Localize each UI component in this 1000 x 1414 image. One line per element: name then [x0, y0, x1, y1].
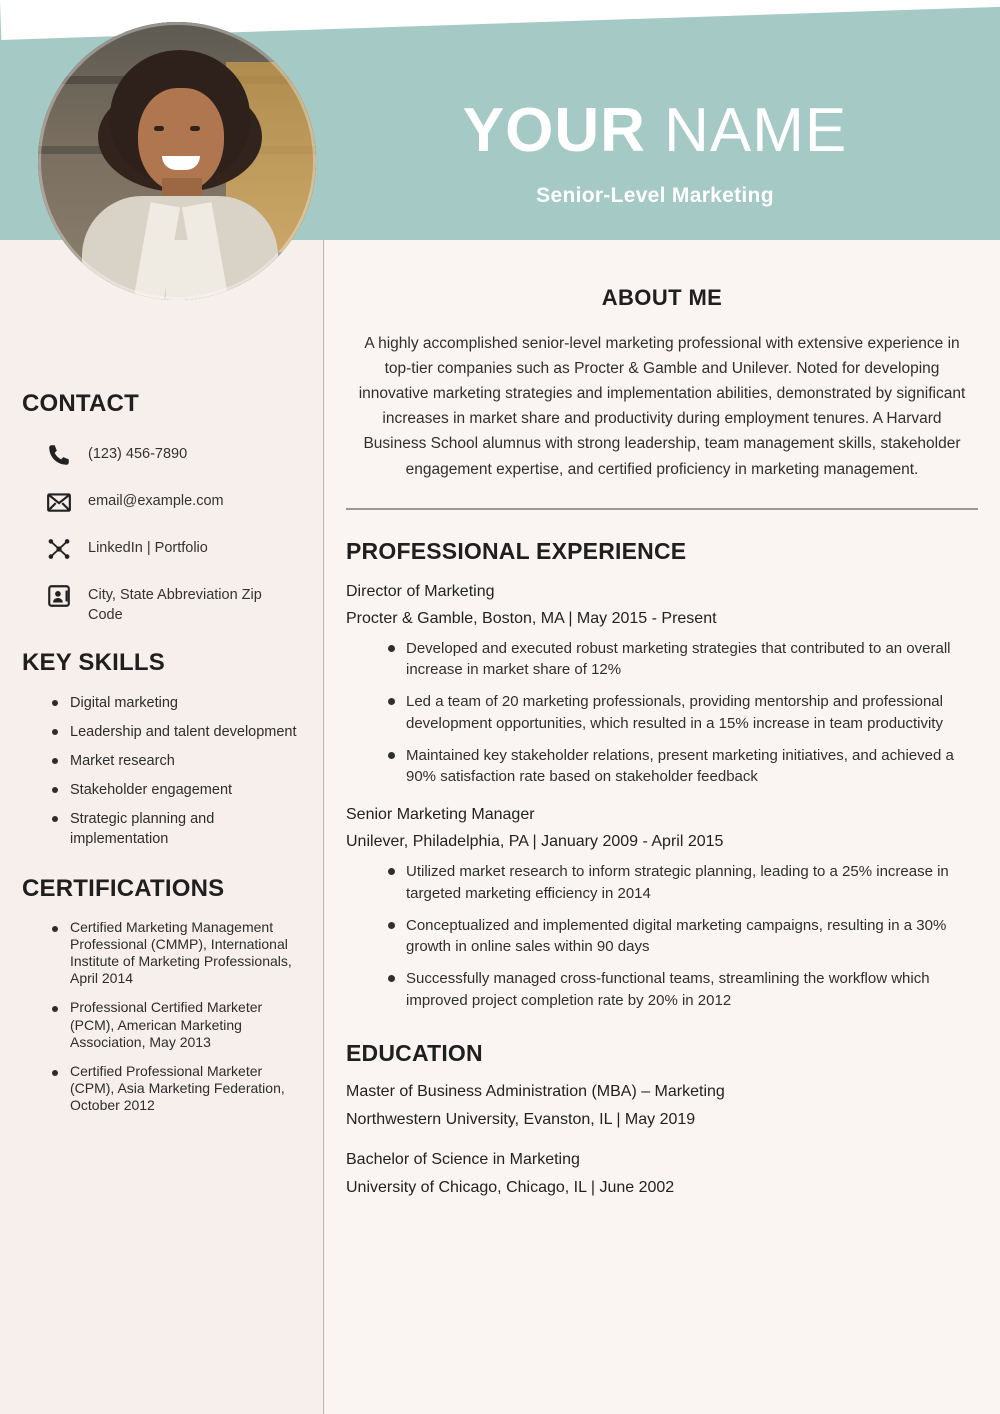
job-meta: Unilever, Philadelphia, PA | January 2009 - April 2015	[346, 833, 724, 851]
list-item: Certified Professional Marketer (CPM), Asia Marketing Federation, October 2012	[22, 1063, 301, 1114]
skills-section-title: KEY SKILLS	[22, 649, 165, 677]
photo-ring	[38, 22, 316, 300]
education-section-title: EDUCATION	[346, 1039, 483, 1066]
list-item: Market research	[22, 751, 301, 771]
full-name	[330, 96, 980, 165]
contact-address-text: City, State Abbreviation Zip Code	[88, 587, 262, 623]
list-item: Leadership and talent development	[22, 722, 301, 742]
contact-item-address	[22, 581, 301, 625]
education-school: University of Chicago, Chicago, IL | June 2002	[346, 1178, 675, 1196]
contact-phone-text: (123) 456-7890	[88, 446, 188, 462]
job-bullet-list	[346, 861, 978, 1012]
job-meta: Procter & Gamble, Boston, MA | May 2015 - Present	[346, 609, 717, 627]
list-item: Led a team of 20 marketing professionals, providing mentorship and professional development opportunities, which resulted in a 15% increase in team productivity	[346, 691, 978, 735]
contact-item-email	[22, 487, 301, 517]
contact-item-phone	[22, 440, 301, 470]
section-divider	[346, 508, 978, 510]
list-item: Conceptualized and implemented digital marketing campaigns, resulting in a 30% growth in online sales within 90 days	[346, 915, 978, 959]
job-bullet-list	[346, 638, 978, 789]
network-icon	[44, 534, 74, 564]
list-item: Successfully managed cross-functional teams, streamlining the workflow which improved project completion rate by 20% in 2012	[346, 968, 978, 1012]
contact-email-text: email@example.com	[88, 493, 224, 509]
email-icon	[44, 487, 74, 517]
about-section-text: A highly accomplished senior-level marketing professional with extensive experience in top-tier companies such as Procter & Gamble and Unilever. Noted for developing innovative marketing strategies and implementation abilities, demonstrated by significant increases in market share and productivity during employment tenures. A Harvard Business School alumnus with strong leadership, team management skills, stakeholder engagement expertise, and certified proficiency in marketing management.	[358, 335, 966, 478]
education-school: Northwestern University, Evanston, IL | May 2019	[346, 1110, 696, 1128]
header-title-block	[330, 96, 980, 208]
experience-entry	[346, 806, 978, 1012]
certifications-section-title: CERTIFICATIONS	[22, 875, 225, 903]
list-item: Professional Certified Marketer (PCM), American Marketing Association, May 2013	[22, 999, 301, 1050]
main-content	[323, 240, 1000, 1414]
education-entry	[346, 1151, 978, 1197]
education-entry	[346, 1083, 978, 1129]
certifications-list	[22, 919, 301, 1114]
last-name: NAME	[664, 96, 848, 165]
experience-section-title: PROFESSIONAL EXPERIENCE	[346, 537, 687, 564]
list-item: Utilized market research to inform strategic planning, leading to a 25% increase in targeted marketing efficiency in 2014	[346, 861, 978, 905]
job-role: Senior Marketing Manager	[346, 806, 535, 824]
education-degree: Bachelor of Science in Marketing	[346, 1150, 580, 1168]
about-section-title: ABOUT ME	[601, 285, 723, 310]
list-item: Strategic planning and implementation	[22, 809, 301, 849]
list-item: Digital marketing	[22, 693, 301, 713]
list-item: Developed and executed robust marketing strategies that contributed to an overall increase in market share of 12%	[346, 638, 978, 682]
phone-icon	[44, 440, 74, 470]
education-degree: Master of Business Administration (MBA) – Marketing	[346, 1082, 725, 1100]
skills-list	[22, 693, 301, 849]
job-title: Senior-Level Marketing	[536, 184, 774, 207]
list-item: Stakeholder engagement	[22, 780, 301, 800]
list-item: Certified Marketing Management Professional (CMMP), International Institute of Marketing Professionals, April 2014	[22, 919, 301, 987]
address-card-icon	[44, 581, 74, 611]
contact-section-title: CONTACT	[22, 390, 139, 417]
sidebar	[0, 240, 323, 1414]
job-role: Director of Marketing	[346, 582, 495, 600]
profile-photo	[38, 22, 316, 300]
list-item: Maintained key stakeholder relations, present marketing initiatives, and achieved a 90% satisfaction rate based on stakeholder feedback	[346, 745, 978, 789]
contact-links-text: LinkedIn | Portfolio	[88, 540, 208, 556]
contact-list	[22, 440, 301, 625]
first-name: YOUR	[462, 96, 646, 165]
contact-item-links	[22, 534, 301, 564]
experience-entry	[346, 583, 978, 789]
